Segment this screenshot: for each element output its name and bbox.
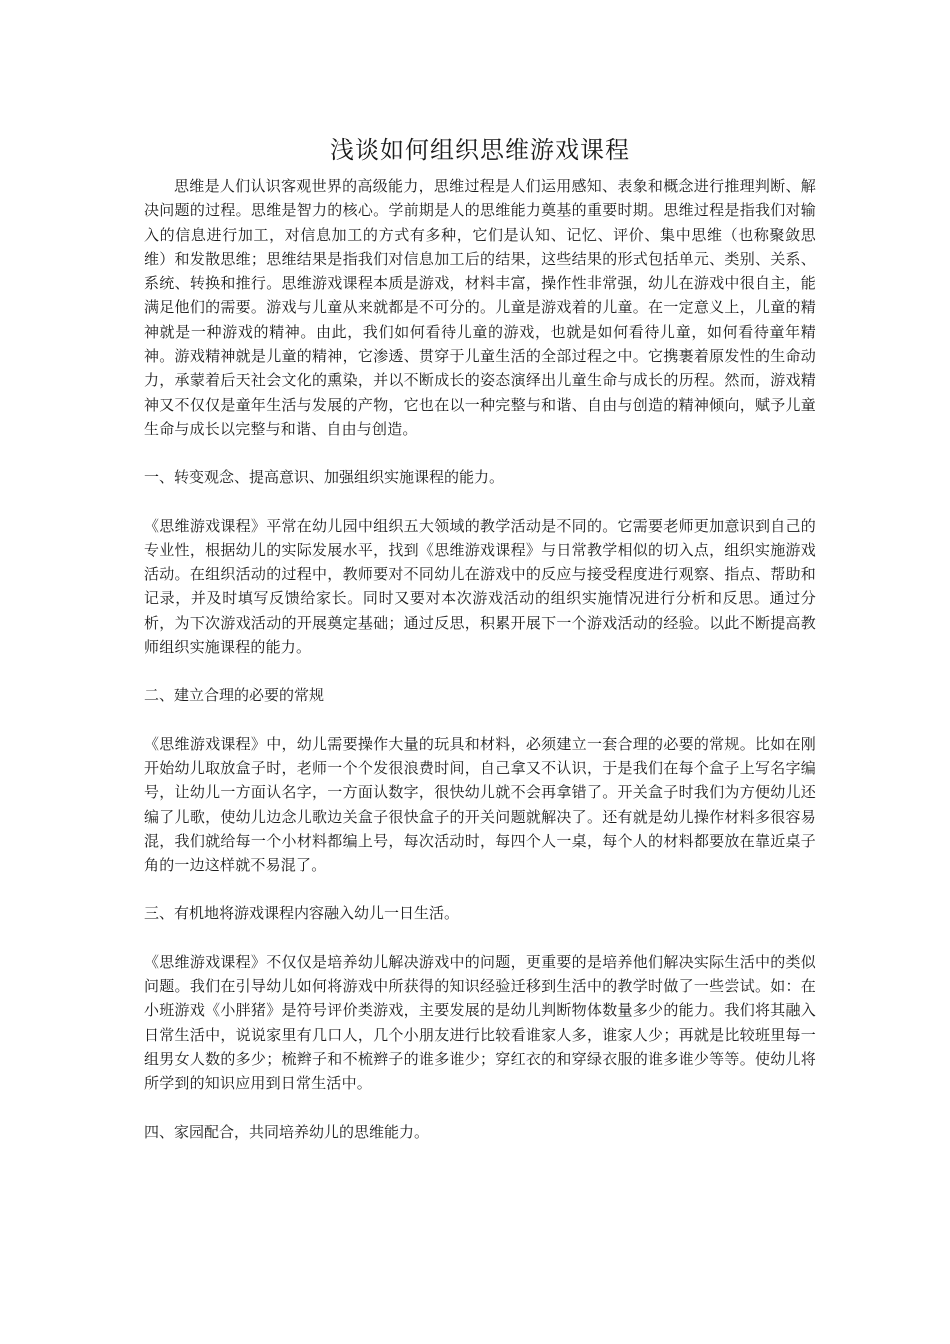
spacer xyxy=(144,490,816,514)
document-page xyxy=(144,132,816,1144)
section-1-body: 《思维游戏课程》平常在幼儿园中组织五大领域的教学活动是不同的。它需要老师更加意识到自己的专业性，根据幼儿的实际发展水平，找到《思维游戏课程》与日常教学相似的切入点，组织实施游戏活动。在组织活动的过程中，教师要对不同幼儿在游戏中的反应与接受程度进行观察、指点、帮助和记录，并及时填写反馈给家长。同时又要对本次游戏活动的组织实施情况进行分析和反思。通过分析，为下次游戏活动的开展奠定基础；通过反思，积累开展下一个游戏活动的经验。以此不断提高教师组织实施课程的能力。 xyxy=(144,516,816,657)
section-3-heading: 三、有机地将游戏课程内容融入幼儿一日生活。 xyxy=(144,904,460,923)
section-1-heading: 一、转变观念、提高意识、加强组织实施课程的能力。 xyxy=(144,468,505,487)
section-2-body: 《思维游戏课程》中，幼儿需要操作大量的玩具和材料，必须建立一套合理的必要的常规。比如在刚开始幼儿取放盒子时，老师一个个发很浪费时间，自己拿又不认识，于是我们在每个盒子上写名字编号，让幼儿一方面认名字，一方面认数字，很快幼儿就不会再拿错了。开关盒子时我们为方便幼儿还编了儿歌，使幼儿边念儿歌边关盒子很快盒子的开关问题就解决了。还有就是幼儿操作材料多很容易混，我们就给每一个小材料都编上号，每次活动时，每四个人一桌，每个人的材料都要放在靠近桌子角的一边这样就不易混了。 xyxy=(144,734,816,875)
spacer xyxy=(144,659,816,683)
spacer xyxy=(144,877,816,901)
section-3-body: 《思维游戏课程》不仅仅是培养幼儿解决游戏中的问题，更重要的是培养他们解决实际生活中的类似问题。我们在引导幼儿如何将游戏中所获得的知识经验迁移到生活中的教学时做了一些尝试。如：在小班游戏《小胖猪》是符号评价类游戏，主要发展的是幼儿判断物体数量多少的能力。我们将其融入日常生活中，说说家里有几口人，几个小朋友进行比较看谁家人多，谁家人少；再就是比较班里每一组男女人数的多少；梳辫子和不梳辫子的谁多谁少；穿红衣的和穿绿衣服的谁多谁少等等。使幼儿将所学到的知识应用到日常生活中。 xyxy=(144,952,816,1093)
section-2-heading: 二、建立合理的必要的常规 xyxy=(144,686,325,705)
spacer xyxy=(144,926,816,950)
spacer xyxy=(144,441,816,465)
spacer xyxy=(144,1096,816,1120)
spacer xyxy=(144,708,816,732)
section-4-heading: 四、家园配合，共同培养幼儿的思维能力。 xyxy=(144,1122,430,1141)
document-title: 浅谈如何组织思维游戏课程 xyxy=(330,136,630,164)
intro-paragraph: 思维是人们认识客观世界的高级能力，思维过程是人们运用感知、表象和概念进行推理判断、解决问题的过程。思维是智力的核心。学前期是人的思维能力奠基的重要时期。思维过程是指我们对输入的信息进行加工，对信息加工的方式有多种，它们是认知、记忆、评价、集中思维（也称聚敛思维）和发散思维；思维结果是指我们对信息加工后的结果，这些结果的形式包括单元、类别、关系、系统、转换和推行。思维游戏课程本质是游戏，材料丰富，操作性非常强，幼儿在游戏中很自主，能满足他们的需要。游戏与儿童从来就都是不可分的。儿童是游戏着的儿童。在一定意义上，儿童的精神就是一种游戏的精神。由此，我们如何看待儿童的游戏，也就是如何看待儿童，如何看待童年精神。游戏精神就是儿童的精神，它渗透、贯穿于儿童生活的全部过程之中。它携裹着原发性的生命动力，承蒙着后天社会文化的熏染，并以不断成长的姿态演绎出儿童生命与成长的历程。然而，游戏精神又不仅仅是童年生活与发展的产物，它也在以一种完整与和谐、自由与创造的精神倾向，赋予儿童生命与成长以完整与和谐、自由与创造。 xyxy=(144,177,816,438)
